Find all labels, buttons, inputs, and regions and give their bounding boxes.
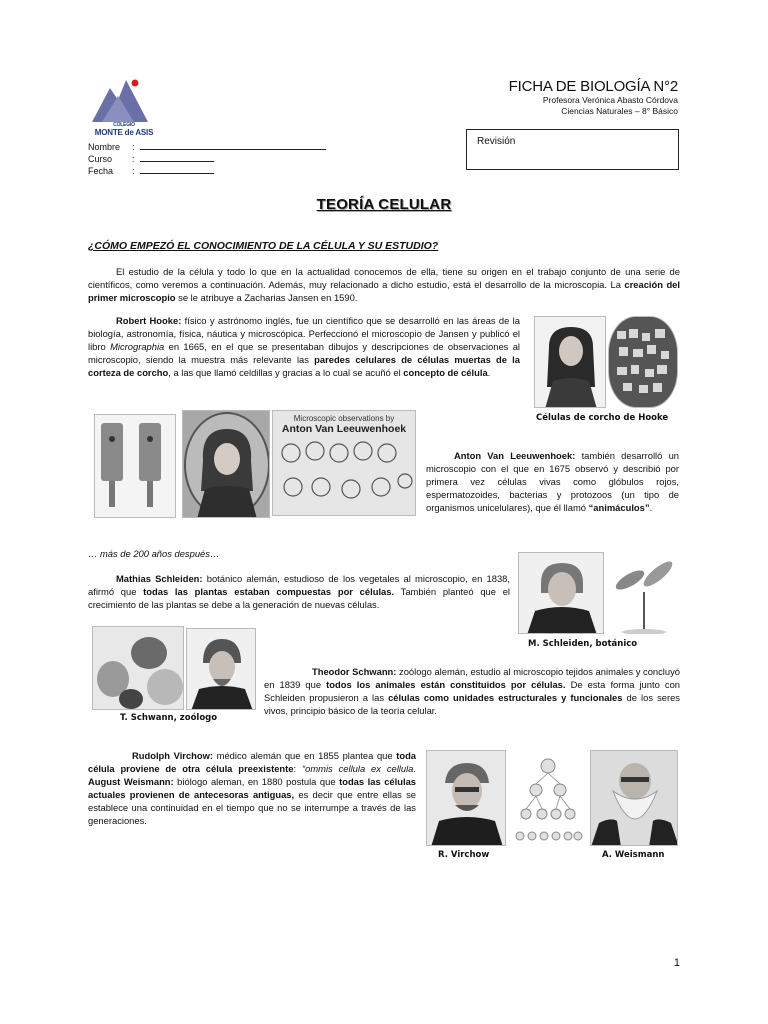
student-fields: [88, 141, 326, 177]
plant-image: [608, 556, 678, 634]
field-curso[interactable]: Curso :: [88, 153, 326, 165]
intro-paragraph: El estudio de la célula y todo lo que en la actualidad conocemos de ella, tiene su origen en el trabajo conjunto de una serie de científicos, como veremos a continuación. Además, muy relacionado a dicho estudio, está el desarrollo de la microscopia. La creación del primer microscopio se le atribuye a Zacharias Jansen en 1590.: [88, 266, 680, 303]
virchow-caption: R. Virchow: [438, 850, 490, 860]
hooke-portrait: [534, 316, 606, 408]
more-years-text: … más de 200 años después…: [88, 548, 220, 559]
schleiden-portrait: [518, 552, 604, 634]
field-nombre-line[interactable]: [140, 141, 326, 150]
leeuwenhoek-paragraph: Anton Van Leeuwenhoek: también desarrolló un microscopio con el que en 1675 observó y describió por primera vez células vivas como glóbulos rojos, espermatozoides, bacterias y protozoos (un tipo de organismos unicelulares), que él llamó “animáculos”.: [426, 450, 679, 513]
microscopic-observations-image: Microscopic observations by Anton Van Leeuwenhoek: [272, 410, 416, 516]
leeuwenhoek-microscopes-image: [94, 414, 176, 518]
worksheet-header: [509, 78, 678, 117]
virchow-portrait: [426, 750, 506, 846]
hooke-paragraph: Robert Hooke: físico y astrónomo inglés, fue un científico que se desarrolló en las áreas de la biología, astronomía, física, náutica y microscópica. Perfeccionó el microscopio de Jansen y publicó el libro Micrographia en 1665, en el que se presentaban dibujos y descripciones de observaciones al microscopio, siendo la muestra más relevante las paredes celulares de células muertas de la corteza de corcho, a las que llamó celdillas y gracias a lo cual se acuñó el concepto de célula.: [88, 315, 520, 378]
school-logo-text: COLEGIO MONTE de ASIS: [94, 122, 154, 137]
course-info: Ciencias Naturales – 8° Básico: [561, 106, 678, 116]
teacher-name: Profesora Verónica Abasto Córdova: [542, 95, 678, 105]
schwann-portrait: [186, 628, 256, 710]
field-nombre[interactable]: Nombre :: [88, 141, 326, 153]
hooke-caption: Células de corcho de Hooke: [536, 413, 669, 423]
cell-division-diagram: [510, 750, 586, 846]
virchow-paragraph: Rudolph Virchow: médico alemán que en 1855 plantea que toda célula proviene de otra célula preexistente: “ommis cellula ex cellula. August Weismann: biólogo aleman, en 1880 postula que todas las células actuales provienen de antecesoras antiguas, es decir que entre ellas se establece una continuidad en el tiempo que no se interrumpe a través de las generaciones.: [88, 750, 417, 826]
weismann-portrait: [590, 750, 678, 846]
field-curso-line[interactable]: [140, 153, 214, 162]
cork-cells-image: [608, 316, 678, 408]
page-number: 1: [673, 957, 680, 969]
field-fecha-line[interactable]: [140, 165, 214, 174]
worksheet-title: FICHA DE BIOLOGÍA N°2: [508, 78, 678, 95]
section-question: ¿CÓMO EMPEZÓ EL CONOCIMIENTO DE LA CÉLULA Y SU ESTUDIO?: [88, 240, 439, 252]
field-fecha[interactable]: Fecha :: [88, 165, 326, 177]
leeuwenhoek-portrait: [182, 410, 270, 518]
schwann-paragraph: Theodor Schwann: zoólogo alemán, estudio al microscopio tejidos animales y concluyó en 1839 que todos los animales están constituidos por células. De esta forma junto con Schleiden propusieron a las células como unidades estructurales y funcionales de los seres vivos, principio básico de la teoría celular.: [264, 666, 681, 716]
revision-box: [466, 129, 679, 170]
weismann-caption: A. Weismann: [602, 850, 665, 860]
revision-label: Revisión: [477, 136, 516, 147]
schwann-caption: T. Schwann, zoólogo: [120, 713, 218, 723]
animals-image: [92, 626, 184, 710]
schleiden-caption: M. Schleiden, botánico: [528, 639, 638, 649]
schleiden-paragraph: Mathias Schleiden: botánico alemán, estudioso de los vegetales al microscopio, en 1838, afirmó que todas las plantas estaban compuestas por células. También planteó que el crecimiento de las plantas se debe a la generación de nuevas células.: [88, 573, 510, 610]
main-title: TEORÍA CELULAR: [316, 196, 452, 213]
